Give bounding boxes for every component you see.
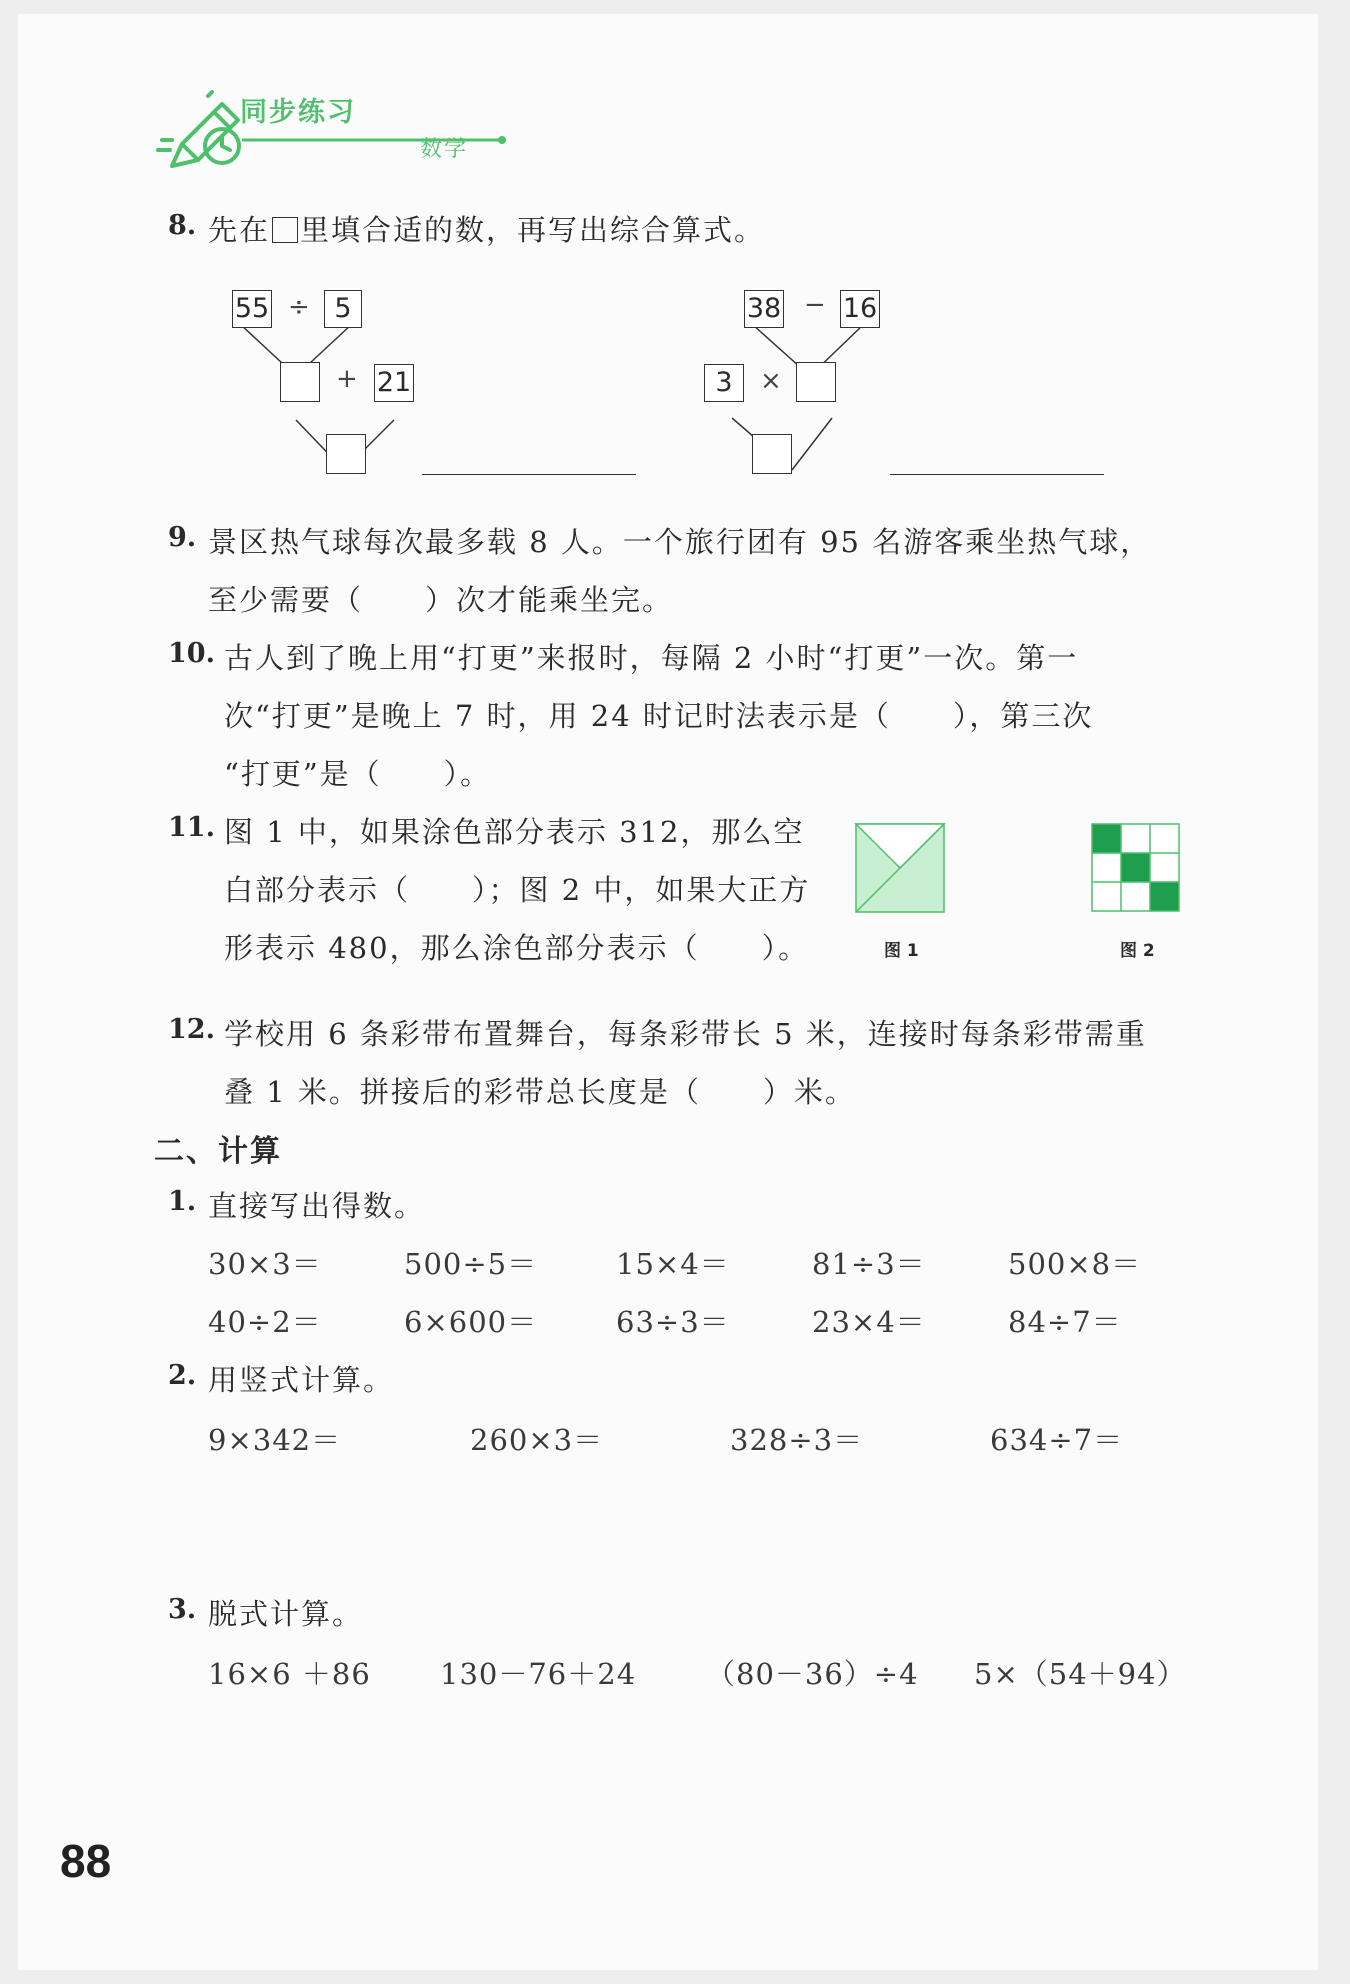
c1-row2-item2: 6×600＝: [404, 1305, 538, 1339]
q12-line1: 学校用 6 条彩带布置舞台，每条彩带长 5 米，连接时每条彩带需重: [224, 1017, 1147, 1051]
c2-item3: 328÷3＝: [730, 1423, 864, 1457]
q8-right-op1: −: [804, 290, 826, 320]
c1-row2-item5: 84÷7＝: [1008, 1305, 1122, 1339]
c1-number: 1.: [168, 1186, 197, 1217]
q10-number: 10.: [168, 638, 215, 669]
header-subject: 数学: [420, 137, 469, 162]
q11-line1: 图 1 中，如果涂色部分表示 312，那么空: [224, 815, 805, 849]
q8-left-answer-line[interactable]: [422, 474, 636, 475]
q8-right-box-a: 38: [744, 290, 784, 328]
q8-right-box-c: 3: [704, 364, 744, 402]
q10-line1: 古人到了晚上用“打更”来报时，每隔 2 小时“打更”一次。第一: [224, 641, 1079, 675]
figure-2-empty-cell: [1121, 882, 1150, 911]
q8-prompt: [208, 208, 765, 249]
q11-line3: 形表示 480，那么涂色部分表示（ ）。: [224, 931, 810, 965]
page-number: 88: [60, 1835, 112, 1887]
inline-blank-box: [272, 217, 298, 243]
q11-line2: 白部分表示（ ）；图 2 中，如果大正方: [224, 873, 811, 907]
figure-2-caption: 图 2: [1120, 941, 1155, 961]
c1-row1-item3: 15×4＝: [616, 1247, 730, 1281]
section-2-title: 二、计算: [154, 1134, 282, 1169]
c3-item3: （80－36）÷4: [706, 1657, 919, 1691]
q9-number: 9.: [168, 522, 197, 553]
q11-number: 11.: [168, 812, 215, 843]
figure-2-shaded-cell: [1150, 882, 1179, 911]
q8-left-op2: +: [336, 364, 358, 394]
c1-row1-item4: 81÷3＝: [812, 1247, 926, 1281]
q8-right-answer-line[interactable]: [890, 474, 1104, 475]
q12-line2: 叠 1 米。拼接后的彩带总长度是（ ）米。: [224, 1075, 856, 1109]
figure-2-empty-cell: [1092, 853, 1121, 882]
q12-number: 12.: [168, 1014, 215, 1045]
q8-left-box-c: 21: [374, 364, 414, 402]
c3-number: 3.: [168, 1594, 197, 1625]
figure-2-shaded-cell: [1092, 824, 1121, 853]
c3-title: 脱式计算。: [208, 1597, 364, 1631]
c1-row1-item1: 30×3＝: [208, 1247, 322, 1281]
q8-right-box-b: 16: [840, 290, 880, 328]
q10-line3: “打更”是（ ）。: [224, 757, 492, 791]
header-title: 同步练习: [240, 97, 356, 128]
q8-left-blank-2[interactable]: [326, 434, 366, 474]
q8-left-box-a: 55: [232, 290, 272, 328]
c1-row2-item1: 40÷2＝: [208, 1305, 322, 1339]
figure-2-shaded-cell: [1121, 853, 1150, 882]
c2-item1: 9×342＝: [208, 1423, 342, 1457]
q8-right-blank-2[interactable]: [752, 434, 792, 474]
figure-2-empty-cell: [1150, 824, 1179, 853]
c1-row2-item3: 63÷3＝: [616, 1305, 730, 1339]
c1-row1-item5: 500×8＝: [1008, 1247, 1142, 1281]
q10-line2: 次“打更”是晚上 7 时，用 24 时记时法表示是（ ），第三次: [224, 699, 1094, 733]
q8-right-blank-1[interactable]: [796, 362, 836, 402]
q8-left-blank-1[interactable]: [280, 362, 320, 402]
q8-text-after: 里填合适的数，再写出综合算式。: [300, 213, 766, 247]
q9-line1: 景区热气球每次最多载 8 人。一个旅行团有 95 名游客乘坐热气球，: [208, 525, 1152, 559]
figure-1-caption: 图 1: [884, 941, 919, 961]
q8-right-op2: ×: [760, 366, 782, 396]
c1-title: 直接写出得数。: [208, 1189, 426, 1223]
q8-left-box-b: 5: [324, 290, 362, 328]
q8-text-before: 先在: [208, 213, 271, 247]
c3-item1: 16×6 ＋86: [208, 1657, 371, 1691]
q9-line2: 至少需要（ ）次才能乘坐完。: [208, 583, 674, 617]
figure-2-grid: [1090, 822, 1184, 916]
figure-1-square: [854, 822, 948, 916]
c3-item4: 5×（54＋94）: [974, 1657, 1187, 1691]
q8-number: 8.: [168, 210, 197, 241]
c2-item4: 634÷7＝: [990, 1423, 1124, 1457]
c3-item2: 130－76＋24: [440, 1657, 637, 1691]
c2-number: 2.: [168, 1360, 197, 1391]
c1-row2-item4: 23×4＝: [812, 1305, 926, 1339]
figure-2-empty-cell: [1092, 882, 1121, 911]
c2-item2: 260×3＝: [470, 1423, 604, 1457]
workbook-page: [18, 14, 1318, 1970]
figure-2-empty-cell: [1150, 853, 1179, 882]
figure-2-empty-cell: [1121, 824, 1150, 853]
c1-row1-item2: 500÷5＝: [404, 1247, 538, 1281]
c2-title: 用竖式计算。: [208, 1363, 395, 1397]
q8-left-op1: ÷: [288, 292, 310, 322]
